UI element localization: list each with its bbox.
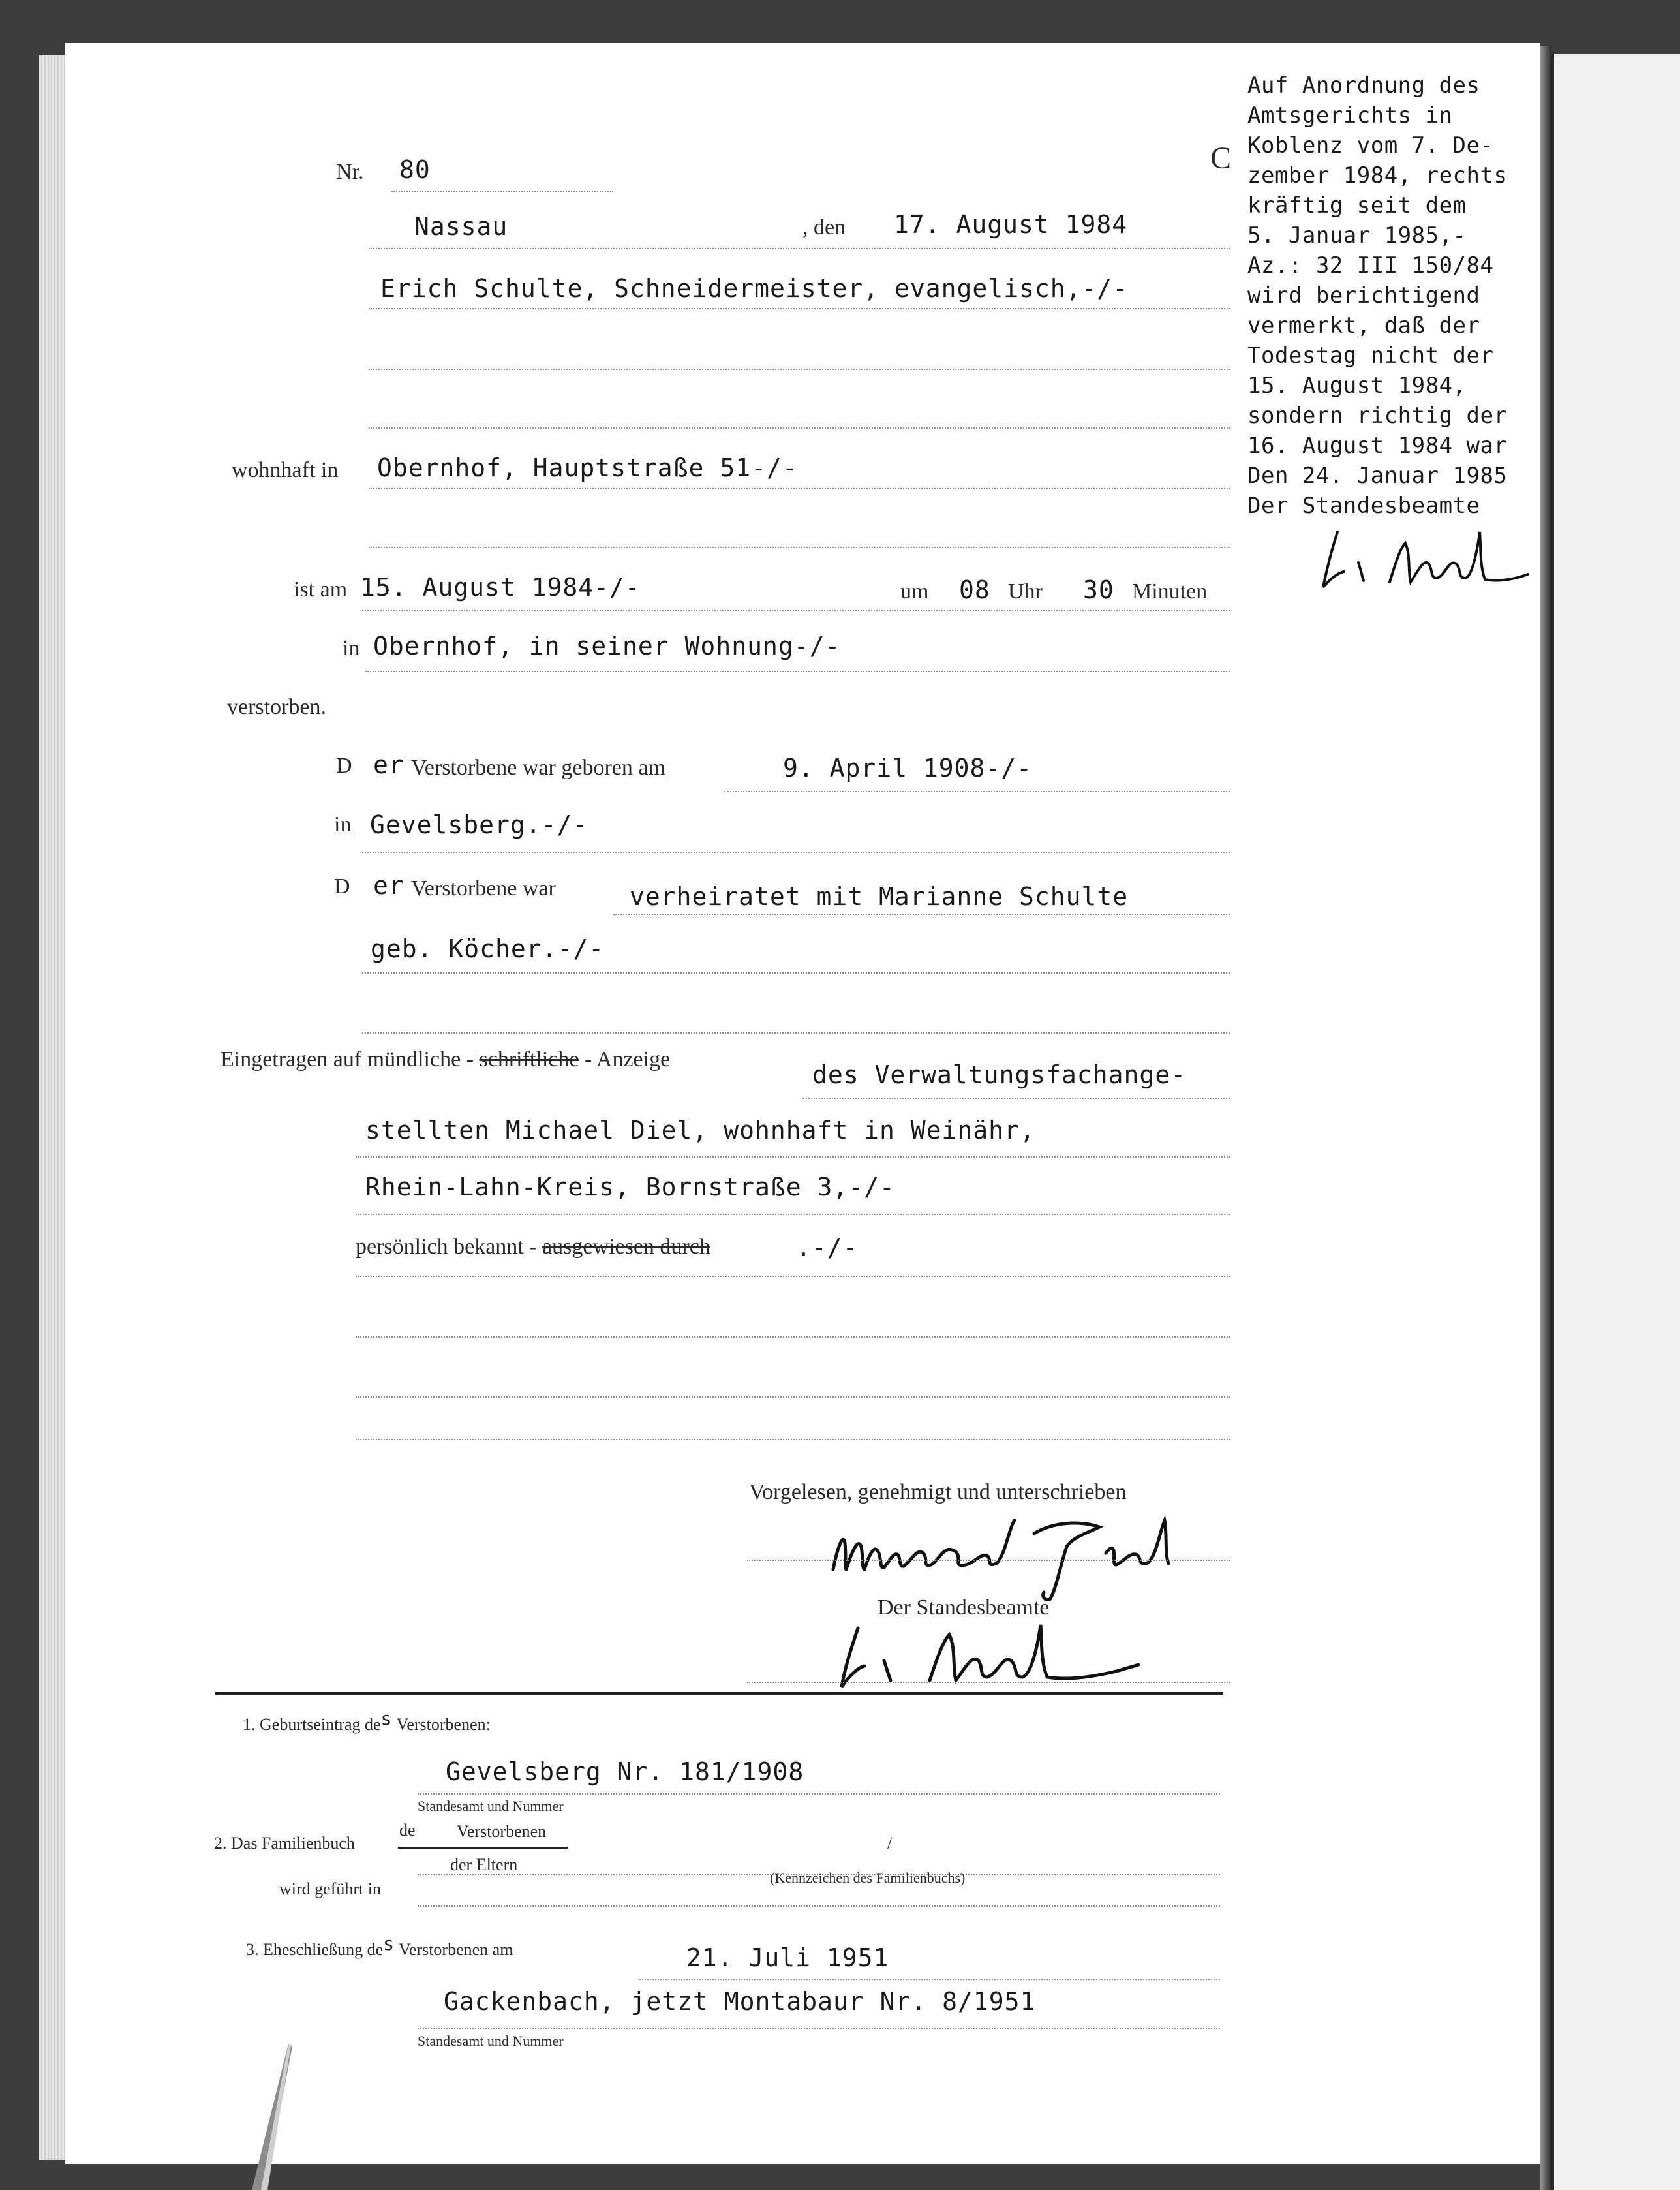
note-line: wird berichtigend	[1247, 283, 1480, 309]
birth-date-line	[724, 791, 1230, 792]
marriage-place: Gackenbach, jetzt Montabaur Nr. 8/1951	[444, 1987, 1036, 2016]
address-line	[369, 488, 1230, 489]
letter-mark: C	[1210, 141, 1232, 176]
wohnhaft-label: wohnhaft in	[232, 458, 339, 482]
blank-line-1	[369, 369, 1230, 370]
registrar-signature-line	[747, 1682, 1230, 1683]
registration-label-part2: - Anzeige	[584, 1047, 671, 1072]
struck-written: schriftliche	[479, 1047, 579, 1072]
blank-line-2	[369, 427, 1230, 429]
known-label-text: persönlich bekannt -	[356, 1235, 537, 1259]
birth-entry-label-text: 1. Geburtseintrag de	[243, 1715, 381, 1734]
death-place: Obernhof, in seiner Wohnung-/-	[373, 632, 841, 660]
nr-label: Nr.	[336, 160, 364, 184]
death-place-line	[365, 671, 1230, 672]
blank-line-5	[356, 1336, 1230, 1338]
entry-date: 17. August 1984	[894, 210, 1128, 239]
note-line: Todestag nicht der	[1247, 343, 1494, 369]
parents-option: der Eltern	[450, 1855, 518, 1874]
ist-am-label: ist am	[294, 578, 348, 602]
marriage-suffix: s	[383, 1933, 395, 1954]
pen-tip	[235, 2043, 313, 2190]
marriage-label-text: 3. Eheschließung de	[246, 1940, 384, 1959]
marital-line-1	[613, 914, 1230, 915]
known-label	[356, 1235, 710, 1259]
verstorben-label: verstorben.	[227, 695, 327, 719]
wird-gefuehrt-line	[418, 1905, 1220, 1907]
read-approved-label: Vorgelesen, genehmigt und unterschrieben	[749, 1480, 1127, 1504]
informant-line-3: Rhein-Lahn-Kreis, Bornstraße 3,-/-	[365, 1173, 895, 1201]
um-label: um	[900, 579, 929, 604]
registration-label-part1: Eingetragen auf mündliche -	[221, 1047, 474, 1072]
name-line	[369, 308, 1230, 309]
note-line: Der Standesbeamte	[1247, 493, 1480, 519]
place: Nassau	[414, 212, 508, 241]
birth-entry-suffix: s	[380, 1708, 393, 1729]
marriage-place-line	[418, 2028, 1220, 2029]
note-line: Amtsgerichts in	[1247, 102, 1453, 129]
informant-signature	[825, 1507, 1191, 1605]
informant-line-1: des Verwaltungsfachange-	[812, 1060, 1187, 1089]
wird-gefuehrt-label: wird geführt in	[279, 1879, 381, 1898]
informant-underline-2	[356, 1156, 1230, 1158]
birth-place-line	[362, 852, 1230, 853]
note-line: Auf Anordnung des	[1247, 72, 1480, 99]
marriage-date-line	[639, 1979, 1220, 1980]
death-date-line	[362, 610, 1230, 611]
informant-signature-line	[747, 1560, 1230, 1561]
married-label: Verstorbene war	[411, 876, 556, 901]
note-line: vermerkt, daß der	[1247, 313, 1480, 339]
birth-entry-value: Gevelsberg Nr. 181/1908	[446, 1757, 804, 1786]
note-line: 16. August 1984 war	[1247, 433, 1508, 459]
birth-entry-label-end: Verstorbenen:	[396, 1715, 491, 1734]
date-line	[369, 248, 1230, 249]
spouse-maiden-name: geb. Köcher.-/-	[371, 934, 605, 963]
born-label: Verstorbene war geboren am	[411, 756, 665, 780]
blank-line-6	[356, 1396, 1230, 1398]
standesamt-caption-2: Standesamt und Nummer	[418, 2033, 564, 2049]
marital-line-2	[362, 972, 1230, 974]
informant-line-2: stellten Michael Diel, wohnhaft in Weinähr,	[365, 1116, 1035, 1145]
den-label: , den	[802, 215, 846, 239]
in-label: in	[343, 636, 360, 660]
birth-date: 9. April 1908-/-	[783, 754, 1033, 782]
birth-place: Gevelsberg.-/-	[370, 810, 588, 839]
blank-line-4	[362, 1032, 1230, 1034]
margin-note-signature	[1318, 522, 1533, 594]
standesamt-caption-1: Standesamt und Nummer	[418, 1798, 564, 1814]
registrar-label: Der Standesbeamte	[878, 1596, 1050, 1620]
known-typed: .-/-	[796, 1233, 859, 1262]
family-book-label: 2. Das Familienbuch	[214, 1834, 355, 1853]
registration-label	[221, 1047, 670, 1072]
nr-line	[391, 191, 613, 192]
de-label: de	[399, 1821, 416, 1840]
informant-underline-1	[802, 1098, 1230, 1099]
deceased-name: Erich Schulte, Schneidermeister, evangelisch,-/-	[380, 274, 1129, 303]
struck-identified: ausgewiesen durch	[542, 1235, 710, 1259]
marriage-date: 21. Juli 1951	[686, 1943, 889, 1972]
note-line: Koblenz vom 7. De-	[1247, 132, 1494, 159]
uhr-label: Uhr	[1008, 579, 1043, 604]
birth-in-label: in	[334, 812, 352, 837]
footer-divider	[215, 1692, 1223, 1695]
slash: /	[887, 1834, 893, 1853]
known-line	[356, 1276, 1230, 1277]
kennzeichen-caption: (Kennzeichen des Familienbuchs)	[770, 1870, 966, 1886]
born-prefix: D	[336, 754, 352, 778]
marriage-label-end: Verstorbenen am	[399, 1940, 513, 1959]
married-prefix: D	[334, 874, 350, 899]
married-typed: er	[373, 871, 405, 900]
margin-correction-note	[1247, 70, 1540, 521]
birth-entry-label	[243, 1708, 491, 1735]
marital-status: verheiratet mit Marianne Schulte	[630, 882, 1129, 911]
birth-entry-line	[418, 1793, 1220, 1795]
option-underline	[398, 1847, 568, 1849]
note-line: zember 1984, rechts	[1247, 162, 1508, 189]
book-gutter	[1540, 46, 1551, 2190]
note-line: 5. Januar 1985,-	[1247, 223, 1467, 249]
note-line: 15. August 1984,	[1247, 373, 1467, 399]
blank-line-3	[369, 547, 1230, 548]
born-typed: er	[373, 750, 405, 779]
entry-number: 80	[399, 155, 431, 184]
address: Obernhof, Hauptstraße 51-/-	[377, 454, 798, 482]
death-date: 15. August 1984-/-	[360, 573, 641, 602]
note-line: Den 24. Januar 1985	[1247, 463, 1508, 489]
facing-page	[1551, 54, 1680, 2190]
note-line: sondern richtig der	[1247, 403, 1508, 429]
note-line: kräftig seit dem	[1247, 193, 1467, 219]
minuten-label: Minuten	[1132, 579, 1208, 604]
death-minutes: 30	[1083, 576, 1114, 604]
verstorbenen-option: Verstorbenen	[457, 1822, 547, 1841]
note-line: Az.: 32 III 150/84	[1247, 253, 1494, 279]
marriage-label	[246, 1933, 513, 1960]
informant-underline-3	[356, 1214, 1230, 1215]
death-hour: 08	[959, 576, 990, 604]
blank-line-7	[356, 1439, 1230, 1440]
